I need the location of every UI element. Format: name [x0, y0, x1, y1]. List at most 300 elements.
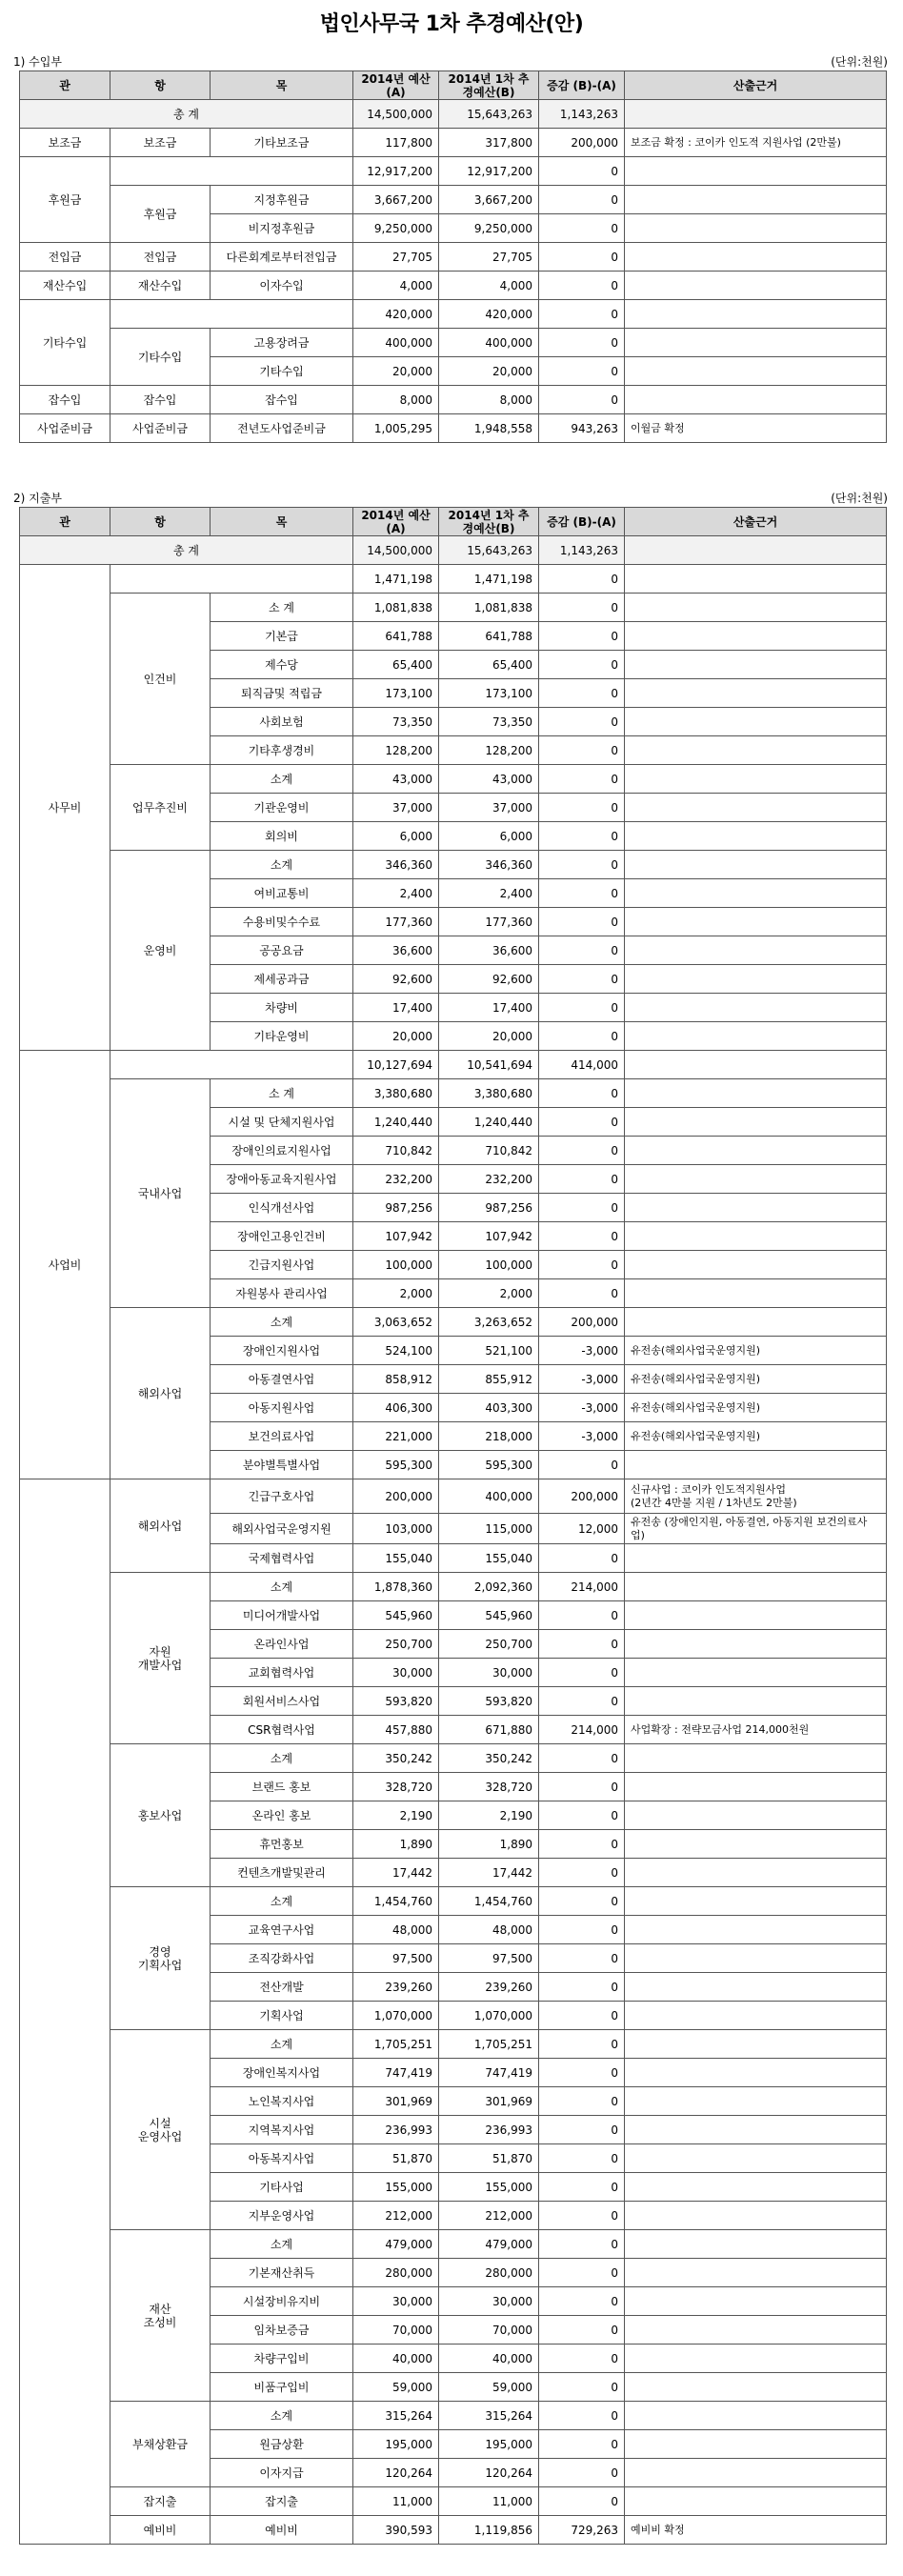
budget-a-cell: 2,190: [353, 1801, 439, 1830]
basis-cell: [625, 679, 887, 708]
basis-cell: [625, 1630, 887, 1659]
budget-a-cell: 36,600: [353, 936, 439, 965]
expense-table: [19, 507, 887, 2545]
basis-cell: [625, 1801, 887, 1830]
hang-cell: 해외사업: [110, 1308, 211, 1479]
basis-cell: [625, 536, 887, 565]
basis-cell: [625, 214, 887, 243]
budget-a-cell: 17,442: [353, 1859, 439, 1887]
budget-b-cell: 710,842: [439, 1137, 539, 1165]
mok-cell: 장애인고용인건비: [211, 1222, 353, 1251]
budget-a-cell: 10,127,694: [353, 1051, 439, 1079]
change-cell: 0: [539, 243, 625, 272]
budget-a-cell: 400,000: [353, 329, 439, 357]
budget-a-cell: 200,000: [353, 1479, 439, 1514]
change-cell: 0: [539, 1687, 625, 1716]
change-cell: 0: [539, 1630, 625, 1659]
change-cell: 0: [539, 622, 625, 651]
hang-cell: [110, 565, 353, 594]
budget-a-cell: 346,360: [353, 851, 439, 879]
budget-b-cell: 232,200: [439, 1165, 539, 1194]
mok-cell: 보건의료사업: [211, 1422, 353, 1451]
change-cell: 0: [539, 1659, 625, 1687]
hang-cell: 잡수입: [110, 386, 211, 414]
budget-b-cell: 315,264: [439, 2402, 539, 2430]
mok-cell: 기타수입: [211, 357, 353, 386]
change-cell: 0: [539, 2230, 625, 2259]
change-cell: 0: [539, 2316, 625, 2345]
table-row: [20, 2487, 887, 2516]
budget-a-cell: 1,454,760: [353, 1887, 439, 1916]
basis-cell: [625, 794, 887, 822]
budget-b-cell: 1,081,838: [439, 594, 539, 622]
change-cell: 0: [539, 1916, 625, 1944]
basis-cell: [625, 1451, 887, 1479]
budget-b-cell: 70,000: [439, 2316, 539, 2345]
mok-cell: 소 계: [211, 1079, 353, 1108]
change-cell: 0: [539, 708, 625, 736]
budget-a-cell: 51,870: [353, 2144, 439, 2173]
change-cell: 0: [539, 2345, 625, 2373]
budget-b-cell: 250,700: [439, 1630, 539, 1659]
budget-b-cell: 155,040: [439, 1544, 539, 1573]
table-row: [20, 1744, 887, 1773]
budget-b-cell: 987,256: [439, 1194, 539, 1222]
gwan-cell: 기타수입: [20, 300, 110, 386]
budget-b-cell: 3,263,652: [439, 1308, 539, 1337]
budget-a-cell: 987,256: [353, 1194, 439, 1222]
mok-cell: 교회협력사업: [211, 1659, 353, 1687]
budget-a-cell: 3,063,652: [353, 1308, 439, 1337]
budget-b-cell: 346,360: [439, 851, 539, 879]
mok-cell: 아동결연사업: [211, 1365, 353, 1394]
hang-cell: 보조금: [110, 129, 211, 157]
column-header: 목: [211, 71, 353, 100]
mok-cell: 기본급: [211, 622, 353, 651]
budget-a-cell: 155,040: [353, 1544, 439, 1573]
mok-cell: 회의비: [211, 822, 353, 851]
budget-a-cell: 195,000: [353, 2430, 439, 2459]
budget-a-cell: 155,000: [353, 2173, 439, 2202]
change-cell: 214,000: [539, 1716, 625, 1744]
basis-cell: [625, 1279, 887, 1308]
basis-cell: [625, 1251, 887, 1279]
basis-cell: [625, 765, 887, 794]
budget-a-cell: 593,820: [353, 1687, 439, 1716]
mok-cell: 지부운영사업: [211, 2202, 353, 2230]
expense-section-label: 2) 지출부: [13, 492, 62, 505]
budget-b-cell: 280,000: [439, 2259, 539, 2287]
mok-cell: 기관운영비: [211, 794, 353, 822]
budget-b-cell: 2,000: [439, 1279, 539, 1308]
table-row: [20, 243, 887, 272]
gwan-cell: 잡수입: [20, 386, 110, 414]
budget-b-cell: 212,000: [439, 2202, 539, 2230]
column-header: 관: [20, 71, 110, 100]
budget-a-cell: 14,500,000: [353, 536, 439, 565]
mok-cell: 컨텐츠개발및관리: [211, 1859, 353, 1887]
mok-cell: 차량비: [211, 994, 353, 1022]
change-cell: 0: [539, 2002, 625, 2030]
budget-b-cell: 9,250,000: [439, 214, 539, 243]
basis-cell: [625, 2002, 887, 2030]
budget-a-cell: 4,000: [353, 272, 439, 300]
change-cell: 0: [539, 1944, 625, 1973]
budget-a-cell: 70,000: [353, 2316, 439, 2345]
budget-b-cell: 36,600: [439, 936, 539, 965]
budget-a-cell: 239,260: [353, 1973, 439, 2002]
hang-cell: 사업준비금: [110, 414, 211, 443]
budget-a-cell: 1,890: [353, 1830, 439, 1859]
budget-a-cell: 328,720: [353, 1773, 439, 1801]
mok-cell: 해외사업국운영지원: [211, 1514, 353, 1544]
change-cell: -3,000: [539, 1394, 625, 1422]
change-cell: 0: [539, 936, 625, 965]
budget-b-cell: 855,912: [439, 1365, 539, 1394]
mok-cell: 인식개선사업: [211, 1194, 353, 1222]
change-cell: 0: [539, 1108, 625, 1137]
column-header: 관: [20, 508, 110, 536]
budget-b-cell: 173,100: [439, 679, 539, 708]
hang-cell: [110, 157, 353, 186]
hang-cell: 부채상환금: [110, 2402, 211, 2487]
budget-a-cell: 20,000: [353, 357, 439, 386]
gwan-cell: 재산수입: [20, 272, 110, 300]
budget-a-cell: 390,593: [353, 2516, 439, 2545]
budget-b-cell: 218,000: [439, 1422, 539, 1451]
basis-cell: [625, 1022, 887, 1051]
hang-cell: 자원 개발사업: [110, 1573, 211, 1744]
change-cell: 0: [539, 1744, 625, 1773]
change-cell: 0: [539, 1451, 625, 1479]
budget-a-cell: 1,705,251: [353, 2030, 439, 2059]
mok-cell: 소계: [211, 851, 353, 879]
basis-cell: [625, 708, 887, 736]
gwan-cell: 사무비: [20, 565, 110, 1051]
mok-cell: 예비비: [211, 2516, 353, 2545]
mok-cell: 회원서비스사업: [211, 1687, 353, 1716]
table-row: [20, 1079, 887, 1108]
change-cell: 943,263: [539, 414, 625, 443]
budget-a-cell: 641,788: [353, 622, 439, 651]
basis-cell: [625, 908, 887, 936]
basis-cell: [625, 1108, 887, 1137]
budget-b-cell: 239,260: [439, 1973, 539, 2002]
budget-a-cell: 173,100: [353, 679, 439, 708]
basis-cell: 유전송(해외사업국운영지원): [625, 1422, 887, 1451]
table-row: [20, 2030, 887, 2059]
budget-b-cell: 97,500: [439, 1944, 539, 1973]
basis-cell: 신규사업 : 코이카 인도적지원사업 (2년간 4만불 지원 / 1차년도 2만불): [625, 1479, 887, 1514]
basis-cell: [625, 100, 887, 129]
mok-cell: 소계: [211, 1887, 353, 1916]
column-header: 2014년 예산(A): [353, 508, 439, 536]
mok-cell: 자원봉사 관리사업: [211, 1279, 353, 1308]
budget-a-cell: 48,000: [353, 1916, 439, 1944]
change-cell: 414,000: [539, 1051, 625, 1079]
table-row: [20, 129, 887, 157]
revenue-section-label: 1) 수입부: [13, 55, 62, 69]
basis-cell: [625, 1222, 887, 1251]
basis-cell: [625, 329, 887, 357]
change-cell: 0: [539, 2202, 625, 2230]
budget-a-cell: 30,000: [353, 2287, 439, 2316]
budget-a-cell: 97,500: [353, 1944, 439, 1973]
budget-b-cell: 2,092,360: [439, 1573, 539, 1601]
gwan-cell: [20, 1479, 110, 2545]
budget-b-cell: 195,000: [439, 2430, 539, 2459]
budget-b-cell: 48,000: [439, 1916, 539, 1944]
gwan-cell: 사업비: [20, 1051, 110, 1479]
gwan-cell: 후원금: [20, 157, 110, 243]
budget-a-cell: 1,240,440: [353, 1108, 439, 1137]
table-row: [20, 1051, 887, 1079]
basis-cell: [625, 1573, 887, 1601]
mok-cell: 시설장비유지비: [211, 2287, 353, 2316]
mok-cell: 임차보증금: [211, 2316, 353, 2345]
change-cell: 0: [539, 1773, 625, 1801]
basis-cell: [625, 1079, 887, 1108]
change-cell: 214,000: [539, 1573, 625, 1601]
budget-b-cell: 100,000: [439, 1251, 539, 1279]
budget-b-cell: 37,000: [439, 794, 539, 822]
mok-cell: 다른회계로부터전입금: [211, 243, 353, 272]
budget-a-cell: 12,917,200: [353, 157, 439, 186]
change-cell: 0: [539, 1279, 625, 1308]
table-row: [20, 1887, 887, 1916]
table-row: [20, 1308, 887, 1337]
mok-cell: 아동복지사업: [211, 2144, 353, 2173]
mok-cell: 지정후원금: [211, 186, 353, 214]
budget-a-cell: 120,264: [353, 2459, 439, 2487]
change-cell: 200,000: [539, 1308, 625, 1337]
gwan-cell: 보조금: [20, 129, 110, 157]
budget-a-cell: 212,000: [353, 2202, 439, 2230]
mok-cell: 긴급지원사업: [211, 1251, 353, 1279]
basis-cell: 보조금 확정 : 코이카 인도적 지원사업 (2만불): [625, 129, 887, 157]
mok-cell: 제세공과금: [211, 965, 353, 994]
budget-a-cell: 710,842: [353, 1137, 439, 1165]
basis-cell: [625, 243, 887, 272]
change-cell: 0: [539, 679, 625, 708]
mok-cell: 조직강화사업: [211, 1944, 353, 1973]
budget-a-cell: 545,960: [353, 1601, 439, 1630]
budget-b-cell: 1,454,760: [439, 1887, 539, 1916]
basis-cell: [625, 1137, 887, 1165]
budget-b-cell: 115,000: [439, 1514, 539, 1544]
budget-b-cell: 43,000: [439, 765, 539, 794]
change-cell: 200,000: [539, 1479, 625, 1514]
budget-b-cell: 1,890: [439, 1830, 539, 1859]
basis-cell: 유전송(해외사업국운영지원): [625, 1365, 887, 1394]
budget-a-cell: 2,000: [353, 1279, 439, 1308]
table-row: [20, 386, 887, 414]
basis-cell: [625, 1830, 887, 1859]
change-cell: 0: [539, 994, 625, 1022]
budget-a-cell: 128,200: [353, 736, 439, 765]
mok-cell: 여비교통비: [211, 879, 353, 908]
basis-cell: 유전송(해외사업국운영지원): [625, 1337, 887, 1365]
change-cell: 12,000: [539, 1514, 625, 1544]
budget-b-cell: 301,969: [439, 2087, 539, 2116]
budget-b-cell: 1,070,000: [439, 2002, 539, 2030]
change-cell: 0: [539, 2430, 625, 2459]
hang-cell: 홍보사업: [110, 1744, 211, 1887]
budget-b-cell: 155,000: [439, 2173, 539, 2202]
change-cell: 0: [539, 186, 625, 214]
hang-cell: 인건비: [110, 594, 211, 765]
change-cell: 0: [539, 329, 625, 357]
budget-b-cell: 1,948,558: [439, 414, 539, 443]
budget-b-cell: 20,000: [439, 357, 539, 386]
table-row: [20, 2230, 887, 2259]
budget-b-cell: 3,380,680: [439, 1079, 539, 1108]
mok-cell: 퇴직금및 적립금: [211, 679, 353, 708]
budget-a-cell: 250,700: [353, 1630, 439, 1659]
table-row: [20, 594, 887, 622]
basis-cell: [625, 994, 887, 1022]
basis-cell: [625, 2087, 887, 2116]
gwan-cell: 총 계: [20, 536, 353, 565]
document-title: 법인사무국 1차 추경예산(안): [319, 12, 584, 36]
hang-cell: 국내사업: [110, 1079, 211, 1308]
budget-a-cell: 1,081,838: [353, 594, 439, 622]
basis-cell: [625, 1973, 887, 2002]
budget-a-cell: 524,100: [353, 1337, 439, 1365]
basis-cell: 예비비 확정: [625, 2516, 887, 2545]
basis-cell: [625, 936, 887, 965]
change-cell: 0: [539, 1079, 625, 1108]
change-cell: 0: [539, 1973, 625, 2002]
basis-cell: [625, 1687, 887, 1716]
change-cell: 0: [539, 386, 625, 414]
mok-cell: 소계: [211, 1744, 353, 1773]
budget-b-cell: 479,000: [439, 2230, 539, 2259]
budget-b-cell: 328,720: [439, 1773, 539, 1801]
budget-b-cell: 400,000: [439, 1479, 539, 1514]
gwan-cell: 총 계: [20, 100, 353, 129]
mok-cell: 이자수입: [211, 272, 353, 300]
budget-a-cell: 65,400: [353, 651, 439, 679]
budget-b-cell: 236,993: [439, 2116, 539, 2144]
column-header: 2014년 예산(A): [353, 71, 439, 100]
mok-cell: 교육연구사업: [211, 1916, 353, 1944]
budget-b-cell: 545,960: [439, 1601, 539, 1630]
basis-cell: [625, 2316, 887, 2345]
basis-cell: [625, 157, 887, 186]
budget-b-cell: 17,442: [439, 1859, 539, 1887]
column-header: 증감 (B)-(A): [539, 508, 625, 536]
mok-cell: 공공요금: [211, 936, 353, 965]
mok-cell: 비지정후원금: [211, 214, 353, 243]
hang-cell: 시설 운영사업: [110, 2030, 211, 2230]
change-cell: 0: [539, 1194, 625, 1222]
budget-b-cell: 671,880: [439, 1716, 539, 1744]
basis-cell: [625, 736, 887, 765]
budget-b-cell: 1,119,856: [439, 2516, 539, 2545]
basis-cell: [625, 1051, 887, 1079]
budget-a-cell: 1,878,360: [353, 1573, 439, 1601]
budget-b-cell: 30,000: [439, 1659, 539, 1687]
column-header: 목: [211, 508, 353, 536]
hang-cell: 후원금: [110, 186, 211, 243]
mok-cell: 이자지급: [211, 2459, 353, 2487]
change-cell: 0: [539, 1022, 625, 1051]
change-cell: 1,143,263: [539, 100, 625, 129]
basis-cell: [625, 565, 887, 594]
change-cell: 0: [539, 965, 625, 994]
budget-b-cell: 521,100: [439, 1337, 539, 1365]
budget-b-cell: 1,240,440: [439, 1108, 539, 1137]
change-cell: 0: [539, 736, 625, 765]
mok-cell: 기타사업: [211, 2173, 353, 2202]
budget-a-cell: 3,380,680: [353, 1079, 439, 1108]
mok-cell: 전년도사업준비금: [211, 414, 353, 443]
mok-cell: 소계: [211, 1573, 353, 1601]
budget-b-cell: 128,200: [439, 736, 539, 765]
change-cell: 0: [539, 1601, 625, 1630]
budget-a-cell: 9,250,000: [353, 214, 439, 243]
change-cell: 0: [539, 2144, 625, 2173]
budget-b-cell: 641,788: [439, 622, 539, 651]
total-row: [20, 100, 887, 129]
basis-cell: [625, 594, 887, 622]
change-cell: 0: [539, 2059, 625, 2087]
budget-a-cell: 457,880: [353, 1716, 439, 1744]
basis-cell: [625, 2173, 887, 2202]
budget-a-cell: 2,400: [353, 879, 439, 908]
mok-cell: 기획사업: [211, 2002, 353, 2030]
budget-a-cell: 14,500,000: [353, 100, 439, 129]
change-cell: 0: [539, 2487, 625, 2516]
basis-cell: [625, 965, 887, 994]
mok-cell: 지역복지사업: [211, 2116, 353, 2144]
budget-a-cell: 280,000: [353, 2259, 439, 2287]
mok-cell: 원금상환: [211, 2430, 353, 2459]
budget-a-cell: 117,800: [353, 129, 439, 157]
budget-b-cell: 8,000: [439, 386, 539, 414]
basis-cell: [625, 1744, 887, 1773]
table-row: [20, 1479, 887, 1514]
mok-cell: 분야별특별사업: [211, 1451, 353, 1479]
mok-cell: 장애인의료지원사업: [211, 1137, 353, 1165]
change-cell: 0: [539, 1830, 625, 1859]
change-cell: 729,263: [539, 2516, 625, 2545]
budget-b-cell: 107,942: [439, 1222, 539, 1251]
mok-cell: 전산개발: [211, 1973, 353, 2002]
revenue-unit-label: (단위:천원): [831, 55, 888, 69]
basis-cell: [625, 2287, 887, 2316]
budget-a-cell: 177,360: [353, 908, 439, 936]
budget-b-cell: 595,300: [439, 1451, 539, 1479]
basis-cell: [625, 1916, 887, 1944]
budget-a-cell: 232,200: [353, 1165, 439, 1194]
change-cell: -3,000: [539, 1337, 625, 1365]
budget-b-cell: 4,000: [439, 272, 539, 300]
change-cell: 0: [539, 2087, 625, 2116]
change-cell: 0: [539, 794, 625, 822]
table-row: [20, 1573, 887, 1601]
table-row: [20, 157, 887, 186]
budget-a-cell: 17,400: [353, 994, 439, 1022]
change-cell: 0: [539, 2459, 625, 2487]
change-cell: 0: [539, 1137, 625, 1165]
mok-cell: 온라인사업: [211, 1630, 353, 1659]
mok-cell: 시설 및 단체지원사업: [211, 1108, 353, 1137]
basis-cell: [625, 386, 887, 414]
budget-b-cell: 11,000: [439, 2487, 539, 2516]
mok-cell: 온라인 홍보: [211, 1801, 353, 1830]
